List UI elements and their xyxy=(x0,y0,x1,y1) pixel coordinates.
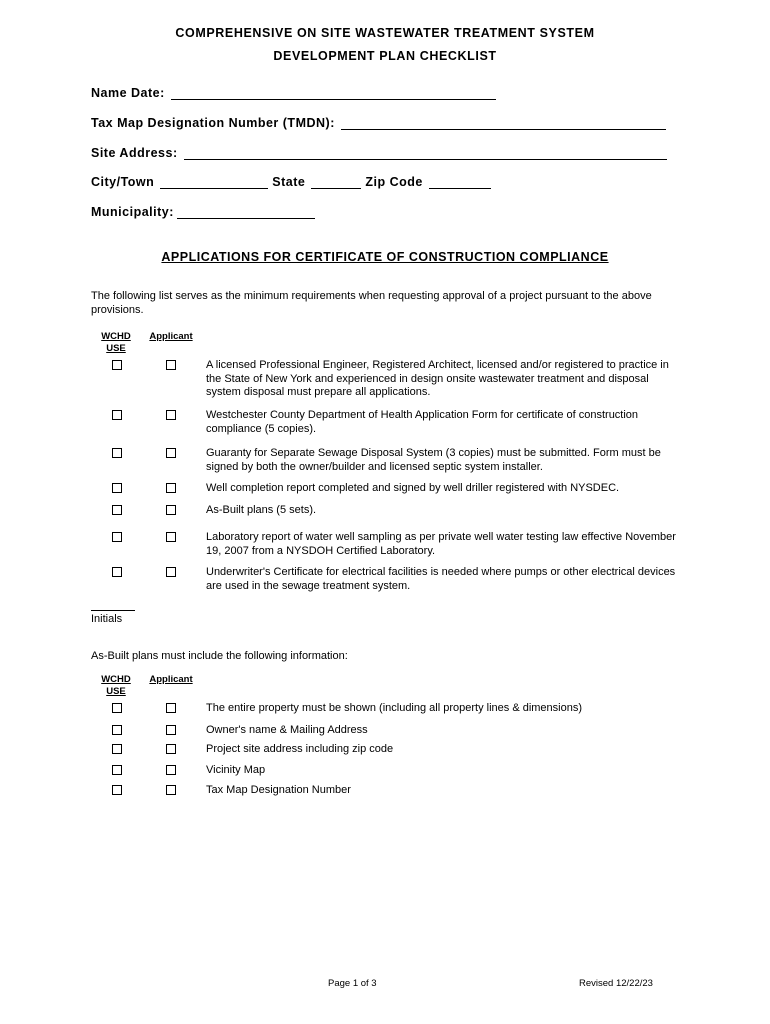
applicant-checkbox[interactable] xyxy=(166,448,176,458)
applicant-checkbox[interactable] xyxy=(166,505,176,515)
wchd-header-line1: WCHD xyxy=(101,331,131,342)
initials-label: Initials xyxy=(91,613,123,625)
section-intro: The following list serves as the minimum requirements when requesting approval of a project pursuant to the above provisions. xyxy=(91,290,652,316)
state-field[interactable] xyxy=(311,176,361,189)
name-date-row xyxy=(91,86,500,100)
checklist-item-text: Westchester County Department of Health Application Form for certificate of construction compliance (5 copies). xyxy=(206,409,639,435)
checklist-item-text: Guaranty for Separate Sewage Disposal System (3 copies) must be submitted. Form must be signed by both the owner/builder and licensed septic system installer. xyxy=(206,447,661,473)
tmdn-label: Tax Map Designation Number (TMDN): xyxy=(91,116,335,130)
city-town-label: City/Town xyxy=(91,175,155,189)
document-subtitle: DEVELOPMENT PLAN CHECKLIST xyxy=(273,49,497,63)
wchd-checkbox[interactable] xyxy=(112,567,122,577)
initials-field[interactable] xyxy=(91,610,135,611)
site-address-label: Site Address: xyxy=(91,146,178,160)
checklist-item-text: A licensed Professional Engineer, Registered Architect, licensed and/or registered to practice in the State of New York and experienced in design onsite wastewater treatment and disposal system disposal must prepare all applications. xyxy=(206,359,669,398)
wchd-use-header xyxy=(96,674,136,697)
applicant-header: Applicant xyxy=(149,674,193,685)
asbuilt-item-text: Tax Map Designation Number xyxy=(206,784,351,796)
applicant-checkbox[interactable] xyxy=(166,785,176,795)
wchd-checkbox[interactable] xyxy=(112,532,122,542)
asbuilt-item-text: Project site address including zip code xyxy=(206,743,394,755)
wchd-checkbox[interactable] xyxy=(112,448,122,458)
site-address-field[interactable] xyxy=(184,147,667,160)
wchd-checkbox[interactable] xyxy=(112,483,122,493)
wchd-header-line1: WCHD xyxy=(101,674,131,685)
municipality-field[interactable] xyxy=(177,206,315,219)
applicant-checkbox[interactable] xyxy=(166,483,176,493)
wchd-use-header xyxy=(96,331,136,354)
wchd-checkbox[interactable] xyxy=(112,703,122,713)
applicant-header: Applicant xyxy=(149,331,193,342)
applicant-checkbox[interactable] xyxy=(166,532,176,542)
name-date-field[interactable] xyxy=(171,87,496,100)
name-date-label: Name Date: xyxy=(91,86,165,100)
checklist-item-text: Laboratory report of water well sampling as per private well water testing law effective November 19, 2007 from a NYSDOH Certified Laboratory. xyxy=(206,531,676,557)
site-address-row xyxy=(91,146,671,160)
wchd-checkbox[interactable] xyxy=(112,785,122,795)
checklist-item-text: Well completion report completed and signed by well driller registered with NYSDEC. xyxy=(206,482,620,494)
applicant-checkbox[interactable] xyxy=(166,725,176,735)
wchd-header-line2: USE xyxy=(106,342,126,354)
applicant-checkbox[interactable] xyxy=(166,410,176,420)
municipality-row xyxy=(91,205,319,219)
asbuilt-intro: As-Built plans must include the following information: xyxy=(91,650,348,662)
applicant-checkbox[interactable] xyxy=(166,703,176,713)
checklist-item-text: As-Built plans (5 sets). xyxy=(206,504,317,516)
wchd-checkbox[interactable] xyxy=(112,505,122,515)
wchd-checkbox[interactable] xyxy=(112,765,122,775)
zip-code-label: Zip Code xyxy=(365,175,423,189)
checklist-item-text: Underwriter's Certificate for electrical facilities is needed where pumps or other electrical devices are used in the sewage treatment system. xyxy=(206,566,676,592)
asbuilt-item-text: The entire property must be shown (including all property lines & dimensions) xyxy=(206,702,583,714)
wchd-header-line2: USE xyxy=(106,685,126,697)
page-number: Page 1 of 3 xyxy=(328,978,377,989)
applicant-checkbox[interactable] xyxy=(166,567,176,577)
wchd-checkbox[interactable] xyxy=(112,725,122,735)
section-title: APPLICATIONS FOR CERTIFICATE OF CONSTRUCTION COMPLIANCE xyxy=(161,250,609,264)
wchd-checkbox[interactable] xyxy=(112,360,122,370)
zip-code-field[interactable] xyxy=(429,176,491,189)
tmdn-field[interactable] xyxy=(341,117,666,130)
document-title: COMPREHENSIVE ON SITE WASTEWATER TREATMENT SYSTEM xyxy=(175,26,595,40)
applicant-checkbox[interactable] xyxy=(166,744,176,754)
city-town-field[interactable] xyxy=(160,176,268,189)
city-state-zip-row xyxy=(91,175,495,189)
wchd-checkbox[interactable] xyxy=(112,410,122,420)
tmdn-row xyxy=(91,116,670,130)
wchd-checkbox[interactable] xyxy=(112,744,122,754)
revision-date: Revised 12/22/23 xyxy=(579,978,653,989)
applicant-checkbox[interactable] xyxy=(166,360,176,370)
asbuilt-item-text: Vicinity Map xyxy=(206,764,266,776)
applicant-checkbox[interactable] xyxy=(166,765,176,775)
state-label: State xyxy=(272,175,306,189)
municipality-label: Municipality: xyxy=(91,205,174,219)
asbuilt-item-text: Owner's name & Mailing Address xyxy=(206,724,368,736)
